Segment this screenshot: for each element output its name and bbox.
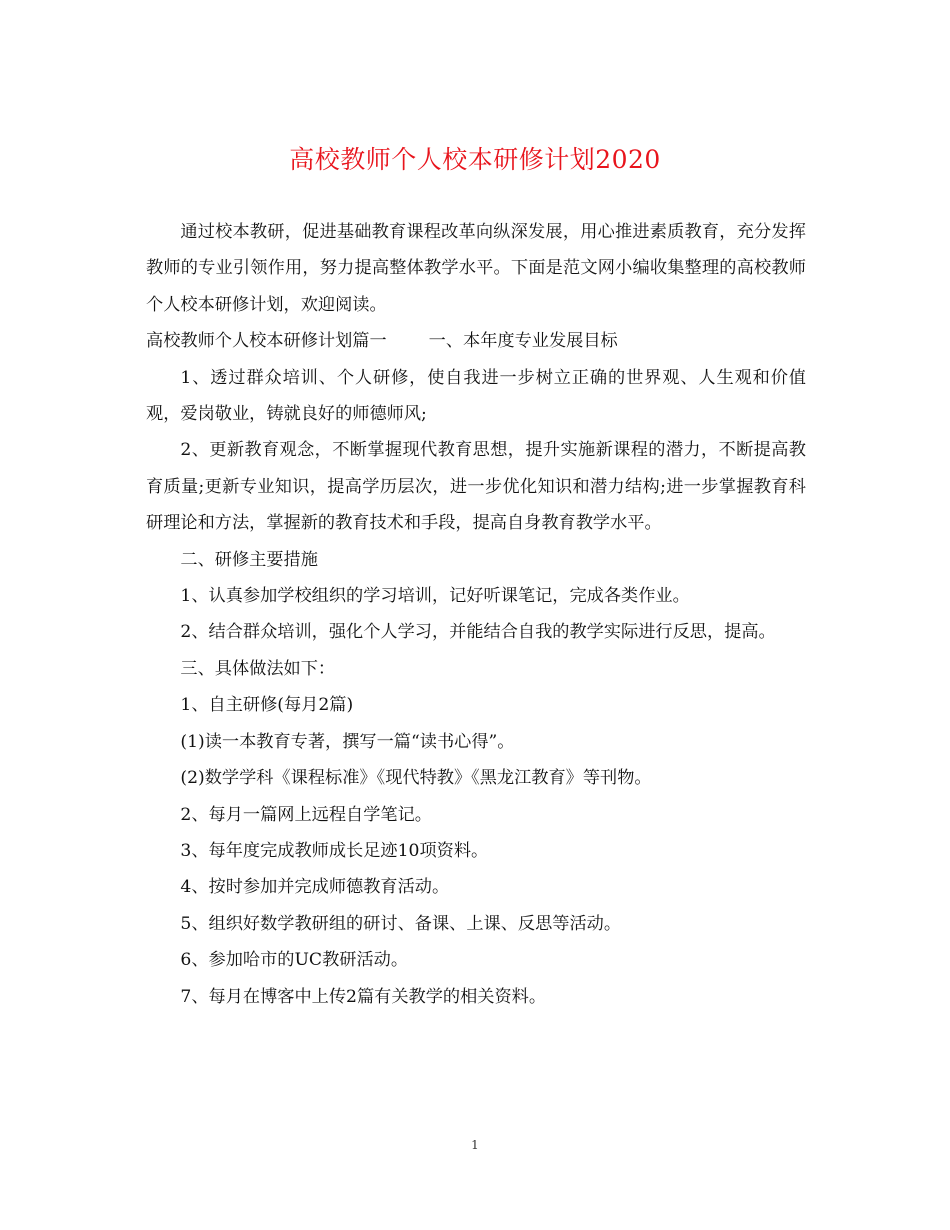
intro-paragraph: 通过校本教研，促进基础教育课程改革向纵深发展，用心推进素质教育，充分发挥教师的专业引领作用，努力提高整体教学水平。下面是范文网小编收集整理的高校教师个人校本研修计划，欢迎阅读。	[146, 222, 806, 315]
goal-item-1: 1、透过群众培训、个人研修，使自我进一步树立正确的世界观、人生观和价值观，爱岗敬业，铸就良好的师德师风;	[146, 367, 806, 425]
method-item-3: 3、每年度完成教师成长足迹10项资料。	[180, 840, 489, 861]
heading-measures: 二、研修主要措施	[180, 549, 318, 570]
section-line	[146, 323, 806, 359]
section-label: 高校教师个人校本研修计划篇一	[146, 331, 387, 352]
method-item-4: 4、按时参加并完成师德教育活动。	[180, 877, 450, 898]
document-title: 高校教师个人校本研修计划2020	[289, 145, 661, 174]
goal-item-2: 2、更新教育观念，不断掌握现代教育思想，提升实施新课程的潜力，不断提高教育质量;更新专业知识，提高学历层次，进一步优化知识和潜力结构;进一步掌握教育科研理论和方法，掌握新的教育技术和手段，提高自身教育教学水平。	[146, 440, 806, 534]
method-item-7: 7、每月在博客中上传2篇有关教学的相关资料。	[180, 986, 547, 1007]
method-subitem-1: (1)读一本教育专著，撰写一篇“读书心得”。	[180, 731, 515, 752]
method-item-2: 2、每月一篇网上远程自学笔记。	[180, 804, 432, 825]
heading-methods: 三、具体做法如下：	[180, 658, 336, 679]
method-item-1: 1、自主研修(每月2篇)	[180, 695, 354, 716]
method-subitem-2: (2)数学学科《课程标准》《现代特教》《黑龙江教育》等刊物。	[180, 768, 652, 789]
method-item-6: 6、参加哈市的UC教研活动。	[180, 950, 409, 971]
measure-item-1: 1、认真参加学校组织的学习培训，记好听课笔记，完成各类作业。	[180, 586, 690, 607]
measure-item-2: 2、结合群众培训，强化个人学习，并能结合自我的教学实际进行反思，提高。	[180, 622, 776, 643]
document-body	[146, 214, 806, 1015]
method-item-5: 5、组织好数学教研组的研讨、备课、上课、反思等活动。	[180, 913, 622, 934]
heading-goals: 一、本年度专业发展目标	[428, 331, 618, 352]
page-number: 1	[471, 1138, 479, 1152]
